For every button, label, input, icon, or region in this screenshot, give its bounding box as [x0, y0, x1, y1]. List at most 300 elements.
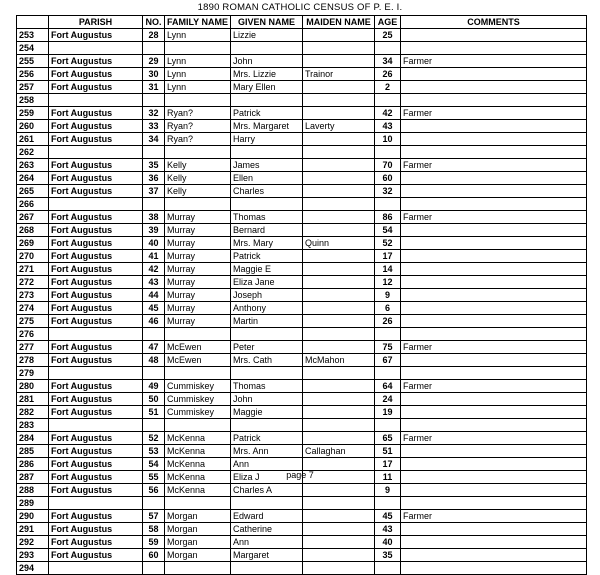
- maiden-name-cell: [303, 185, 375, 198]
- given-name-cell: [231, 562, 303, 575]
- page-number: page 7: [286, 470, 314, 480]
- comments-cell: Farmer: [401, 211, 587, 224]
- family-name-cell: [165, 94, 231, 107]
- parish-cell: Fort Augustus: [49, 341, 143, 354]
- table-row: [17, 276, 587, 289]
- maiden-name-cell: [303, 367, 375, 380]
- comments-cell: [401, 484, 587, 497]
- parish-cell: [49, 367, 143, 380]
- row-number-cell: 292: [17, 536, 49, 549]
- maiden-name-cell: [303, 289, 375, 302]
- parish-cell: Fort Augustus: [49, 237, 143, 250]
- age-cell: 26: [375, 315, 401, 328]
- table-row: [17, 341, 587, 354]
- age-cell: 2: [375, 81, 401, 94]
- row-number-cell: 293: [17, 549, 49, 562]
- table-row: [17, 263, 587, 276]
- age-cell: 12: [375, 276, 401, 289]
- row-number-cell: 282: [17, 406, 49, 419]
- row-number-cell: 280: [17, 380, 49, 393]
- age-cell: 24: [375, 393, 401, 406]
- maiden-name-cell: [303, 510, 375, 523]
- given-name-cell: Harry: [231, 133, 303, 146]
- maiden-name-cell: [303, 198, 375, 211]
- comments-cell: [401, 445, 587, 458]
- family-name-cell: Kelly: [165, 185, 231, 198]
- maiden-name-cell: [303, 81, 375, 94]
- table-row: [17, 484, 587, 497]
- census-body: [17, 29, 587, 575]
- page-title: 1890 ROMAN CATHOLIC CENSUS OF P. E. I.: [197, 2, 403, 13]
- maiden-name-cell: [303, 458, 375, 471]
- maiden-name-cell: [303, 536, 375, 549]
- row-number-cell: 269: [17, 237, 49, 250]
- comments-cell: [401, 120, 587, 133]
- number-cell: 29: [143, 55, 165, 68]
- comments-cell: [401, 42, 587, 55]
- census-table: [16, 15, 587, 575]
- parish-cell: Fort Augustus: [49, 445, 143, 458]
- age-cell: 9: [375, 289, 401, 302]
- age-cell: 45: [375, 510, 401, 523]
- maiden-name-cell: [303, 341, 375, 354]
- comments-cell: [401, 133, 587, 146]
- maiden-name-cell: [303, 29, 375, 42]
- maiden-name-cell: [303, 393, 375, 406]
- comments-cell: [401, 81, 587, 94]
- number-cell: 30: [143, 68, 165, 81]
- given-name-cell: Ann: [231, 536, 303, 549]
- given-name-cell: Ellen: [231, 172, 303, 185]
- parish-cell: [49, 198, 143, 211]
- comments-cell: Farmer: [401, 341, 587, 354]
- parish-cell: Fort Augustus: [49, 393, 143, 406]
- table-row: [17, 380, 587, 393]
- table-row: [17, 458, 587, 471]
- parish-cell: Fort Augustus: [49, 224, 143, 237]
- family-name-cell: [165, 42, 231, 55]
- given-name-cell: Joseph: [231, 289, 303, 302]
- row-number-cell: 253: [17, 29, 49, 42]
- maiden-name-cell: [303, 328, 375, 341]
- given-name-cell: [231, 42, 303, 55]
- header-given-name: GIVEN NAME: [231, 16, 303, 29]
- comments-cell: [401, 146, 587, 159]
- parish-cell: [49, 42, 143, 55]
- age-cell: [375, 146, 401, 159]
- family-name-cell: Murray: [165, 276, 231, 289]
- maiden-name-cell: [303, 549, 375, 562]
- header-maiden-name: MAIDEN NAME: [303, 16, 375, 29]
- number-cell: 57: [143, 510, 165, 523]
- family-name-cell: [165, 198, 231, 211]
- age-cell: 86: [375, 211, 401, 224]
- age-cell: 70: [375, 159, 401, 172]
- family-name-cell: Cummiskey: [165, 393, 231, 406]
- row-number-cell: 285: [17, 445, 49, 458]
- table-row: [17, 237, 587, 250]
- number-cell: 44: [143, 289, 165, 302]
- age-cell: 65: [375, 432, 401, 445]
- family-name-cell: Murray: [165, 263, 231, 276]
- row-number-cell: 278: [17, 354, 49, 367]
- number-cell: [143, 198, 165, 211]
- family-name-cell: Morgan: [165, 510, 231, 523]
- table-row: [17, 159, 587, 172]
- row-number-cell: 283: [17, 419, 49, 432]
- table-row: [17, 172, 587, 185]
- maiden-name-cell: [303, 263, 375, 276]
- parish-cell: Fort Augustus: [49, 185, 143, 198]
- table-row: [17, 510, 587, 523]
- maiden-name-cell: Trainor: [303, 68, 375, 81]
- age-cell: 67: [375, 354, 401, 367]
- table-row: [17, 393, 587, 406]
- parish-cell: Fort Augustus: [49, 68, 143, 81]
- given-name-cell: Mrs. Lizzie: [231, 68, 303, 81]
- given-name-cell: Ann: [231, 458, 303, 471]
- given-name-cell: Patrick: [231, 107, 303, 120]
- family-name-cell: Murray: [165, 289, 231, 302]
- header-comments: COMMENTS: [401, 16, 587, 29]
- header-parish: PARISH: [49, 16, 143, 29]
- number-cell: [143, 367, 165, 380]
- given-name-cell: [231, 146, 303, 159]
- given-name-cell: Maggie: [231, 406, 303, 419]
- given-name-cell: Mary Ellen: [231, 81, 303, 94]
- header-no: NO.: [143, 16, 165, 29]
- given-name-cell: [231, 198, 303, 211]
- family-name-cell: Morgan: [165, 523, 231, 536]
- family-name-cell: Lynn: [165, 81, 231, 94]
- parish-cell: Fort Augustus: [49, 133, 143, 146]
- row-number-cell: 259: [17, 107, 49, 120]
- parish-cell: Fort Augustus: [49, 549, 143, 562]
- parish-cell: Fort Augustus: [49, 263, 143, 276]
- comments-cell: [401, 393, 587, 406]
- parish-cell: Fort Augustus: [49, 289, 143, 302]
- table-row: [17, 120, 587, 133]
- number-cell: [143, 94, 165, 107]
- family-name-cell: [165, 562, 231, 575]
- age-cell: 17: [375, 250, 401, 263]
- family-name-cell: McKenna: [165, 432, 231, 445]
- parish-cell: Fort Augustus: [49, 81, 143, 94]
- row-number-cell: 261: [17, 133, 49, 146]
- header-family-name: FAMILY NAME: [165, 16, 231, 29]
- given-name-cell: [231, 419, 303, 432]
- comments-cell: [401, 328, 587, 341]
- parish-cell: [49, 328, 143, 341]
- family-name-cell: [165, 419, 231, 432]
- number-cell: 50: [143, 393, 165, 406]
- family-name-cell: Lynn: [165, 68, 231, 81]
- number-cell: 48: [143, 354, 165, 367]
- parish-cell: [49, 562, 143, 575]
- parish-cell: Fort Augustus: [49, 523, 143, 536]
- header-age: AGE: [375, 16, 401, 29]
- comments-cell: [401, 536, 587, 549]
- comments-cell: [401, 419, 587, 432]
- given-name-cell: Catherine: [231, 523, 303, 536]
- parish-cell: Fort Augustus: [49, 276, 143, 289]
- age-cell: 9: [375, 484, 401, 497]
- family-name-cell: McKenna: [165, 445, 231, 458]
- age-cell: 10: [375, 133, 401, 146]
- table-row: [17, 55, 587, 68]
- row-number-cell: 286: [17, 458, 49, 471]
- table-row: [17, 107, 587, 120]
- comments-cell: [401, 94, 587, 107]
- age-cell: [375, 198, 401, 211]
- number-cell: 39: [143, 224, 165, 237]
- family-name-cell: Morgan: [165, 536, 231, 549]
- family-name-cell: Morgan: [165, 549, 231, 562]
- comments-cell: [401, 497, 587, 510]
- row-number-cell: 273: [17, 289, 49, 302]
- header-row: [17, 16, 587, 29]
- table-row: [17, 68, 587, 81]
- parish-cell: Fort Augustus: [49, 302, 143, 315]
- given-name-cell: Eliza Jane: [231, 276, 303, 289]
- given-name-cell: Anthony: [231, 302, 303, 315]
- maiden-name-cell: [303, 276, 375, 289]
- parish-cell: Fort Augustus: [49, 432, 143, 445]
- maiden-name-cell: [303, 523, 375, 536]
- comments-cell: [401, 549, 587, 562]
- family-name-cell: Murray: [165, 250, 231, 263]
- row-number-cell: 255: [17, 55, 49, 68]
- maiden-name-cell: [303, 94, 375, 107]
- row-number-cell: 260: [17, 120, 49, 133]
- table-row: [17, 419, 587, 432]
- number-cell: 58: [143, 523, 165, 536]
- given-name-cell: Edward: [231, 510, 303, 523]
- number-cell: [143, 42, 165, 55]
- number-cell: 35: [143, 159, 165, 172]
- row-number-cell: 289: [17, 497, 49, 510]
- parish-cell: Fort Augustus: [49, 458, 143, 471]
- maiden-name-cell: [303, 562, 375, 575]
- comments-cell: [401, 185, 587, 198]
- table-row: [17, 523, 587, 536]
- row-number-cell: 272: [17, 276, 49, 289]
- header-row-number: [17, 16, 49, 29]
- maiden-name-cell: McMahon: [303, 354, 375, 367]
- number-cell: [143, 146, 165, 159]
- row-number-cell: 254: [17, 42, 49, 55]
- family-name-cell: [165, 146, 231, 159]
- age-cell: 42: [375, 107, 401, 120]
- maiden-name-cell: [303, 146, 375, 159]
- age-cell: 51: [375, 445, 401, 458]
- table-row: [17, 250, 587, 263]
- comments-cell: [401, 302, 587, 315]
- comments-cell: [401, 562, 587, 575]
- comments-cell: [401, 237, 587, 250]
- age-cell: 75: [375, 341, 401, 354]
- given-name-cell: [231, 367, 303, 380]
- comments-cell: [401, 224, 587, 237]
- row-number-cell: 263: [17, 159, 49, 172]
- table-row: [17, 29, 587, 42]
- age-cell: 43: [375, 120, 401, 133]
- maiden-name-cell: [303, 380, 375, 393]
- number-cell: 51: [143, 406, 165, 419]
- row-number-cell: 271: [17, 263, 49, 276]
- table-row: [17, 302, 587, 315]
- given-name-cell: Mrs. Mary: [231, 237, 303, 250]
- row-number-cell: 281: [17, 393, 49, 406]
- family-name-cell: Ryan?: [165, 133, 231, 146]
- table-row: [17, 315, 587, 328]
- family-name-cell: Cummiskey: [165, 380, 231, 393]
- given-name-cell: Patrick: [231, 250, 303, 263]
- age-cell: [375, 562, 401, 575]
- age-cell: [375, 328, 401, 341]
- given-name-cell: Charles: [231, 185, 303, 198]
- family-name-cell: Murray: [165, 211, 231, 224]
- maiden-name-cell: [303, 107, 375, 120]
- number-cell: 41: [143, 250, 165, 263]
- given-name-cell: Patrick: [231, 432, 303, 445]
- given-name-cell: Margaret: [231, 549, 303, 562]
- row-number-cell: 265: [17, 185, 49, 198]
- maiden-name-cell: [303, 211, 375, 224]
- maiden-name-cell: [303, 419, 375, 432]
- row-number-cell: 277: [17, 341, 49, 354]
- given-name-cell: Mrs. Margaret: [231, 120, 303, 133]
- age-cell: 11: [375, 471, 401, 484]
- family-name-cell: Kelly: [165, 159, 231, 172]
- comments-cell: [401, 276, 587, 289]
- maiden-name-cell: [303, 133, 375, 146]
- given-name-cell: [231, 497, 303, 510]
- age-cell: [375, 419, 401, 432]
- maiden-name-cell: Laverty: [303, 120, 375, 133]
- table-row: [17, 497, 587, 510]
- number-cell: 38: [143, 211, 165, 224]
- row-number-cell: 279: [17, 367, 49, 380]
- row-number-cell: 268: [17, 224, 49, 237]
- row-number-cell: 262: [17, 146, 49, 159]
- family-name-cell: [165, 497, 231, 510]
- parish-cell: Fort Augustus: [49, 159, 143, 172]
- comments-cell: [401, 172, 587, 185]
- row-number-cell: 256: [17, 68, 49, 81]
- maiden-name-cell: [303, 42, 375, 55]
- maiden-name-cell: [303, 250, 375, 263]
- row-number-cell: 258: [17, 94, 49, 107]
- table-row: [17, 81, 587, 94]
- number-cell: 31: [143, 81, 165, 94]
- table-row: [17, 328, 587, 341]
- maiden-name-cell: [303, 484, 375, 497]
- given-name-cell: John: [231, 393, 303, 406]
- row-number-cell: 270: [17, 250, 49, 263]
- number-cell: 55: [143, 471, 165, 484]
- age-cell: 43: [375, 523, 401, 536]
- number-cell: [143, 497, 165, 510]
- age-cell: 60: [375, 172, 401, 185]
- maiden-name-cell: [303, 172, 375, 185]
- given-name-cell: Mrs. Cath: [231, 354, 303, 367]
- family-name-cell: [165, 328, 231, 341]
- number-cell: 34: [143, 133, 165, 146]
- family-name-cell: McEwen: [165, 341, 231, 354]
- parish-cell: Fort Augustus: [49, 380, 143, 393]
- family-name-cell: Murray: [165, 315, 231, 328]
- number-cell: 36: [143, 172, 165, 185]
- family-name-cell: Lynn: [165, 29, 231, 42]
- maiden-name-cell: Callaghan: [303, 445, 375, 458]
- maiden-name-cell: [303, 302, 375, 315]
- family-name-cell: McKenna: [165, 458, 231, 471]
- table-row: [17, 289, 587, 302]
- given-name-cell: Maggie E: [231, 263, 303, 276]
- given-name-cell: Martin: [231, 315, 303, 328]
- comments-cell: [401, 263, 587, 276]
- given-name-cell: [231, 328, 303, 341]
- parish-cell: [49, 419, 143, 432]
- age-cell: 19: [375, 406, 401, 419]
- comments-cell: Farmer: [401, 159, 587, 172]
- parish-cell: Fort Augustus: [49, 315, 143, 328]
- given-name-cell: Bernard: [231, 224, 303, 237]
- age-cell: 35: [375, 549, 401, 562]
- number-cell: 43: [143, 276, 165, 289]
- maiden-name-cell: [303, 224, 375, 237]
- family-name-cell: Ryan?: [165, 120, 231, 133]
- parish-cell: Fort Augustus: [49, 107, 143, 120]
- maiden-name-cell: [303, 315, 375, 328]
- number-cell: 54: [143, 458, 165, 471]
- row-number-cell: 290: [17, 510, 49, 523]
- parish-cell: Fort Augustus: [49, 120, 143, 133]
- number-cell: 49: [143, 380, 165, 393]
- table-row: [17, 536, 587, 549]
- age-cell: 26: [375, 68, 401, 81]
- given-name-cell: Eliza J: [231, 471, 303, 484]
- comments-cell: Farmer: [401, 432, 587, 445]
- row-number-cell: 267: [17, 211, 49, 224]
- maiden-name-cell: Quinn: [303, 237, 375, 250]
- comments-cell: Farmer: [401, 55, 587, 68]
- parish-cell: Fort Augustus: [49, 211, 143, 224]
- age-cell: 25: [375, 29, 401, 42]
- family-name-cell: Cummiskey: [165, 406, 231, 419]
- row-number-cell: 291: [17, 523, 49, 536]
- age-cell: [375, 497, 401, 510]
- comments-cell: [401, 367, 587, 380]
- parish-cell: [49, 146, 143, 159]
- row-number-cell: 257: [17, 81, 49, 94]
- number-cell: 59: [143, 536, 165, 549]
- number-cell: 33: [143, 120, 165, 133]
- table-row: [17, 367, 587, 380]
- given-name-cell: James: [231, 159, 303, 172]
- comments-cell: [401, 354, 587, 367]
- table-row: [17, 549, 587, 562]
- table-row: [17, 198, 587, 211]
- given-name-cell: Mrs. Ann: [231, 445, 303, 458]
- number-cell: 47: [143, 341, 165, 354]
- family-name-cell: McEwen: [165, 354, 231, 367]
- number-cell: 45: [143, 302, 165, 315]
- family-name-cell: Ryan?: [165, 107, 231, 120]
- family-name-cell: Lynn: [165, 55, 231, 68]
- maiden-name-cell: [303, 432, 375, 445]
